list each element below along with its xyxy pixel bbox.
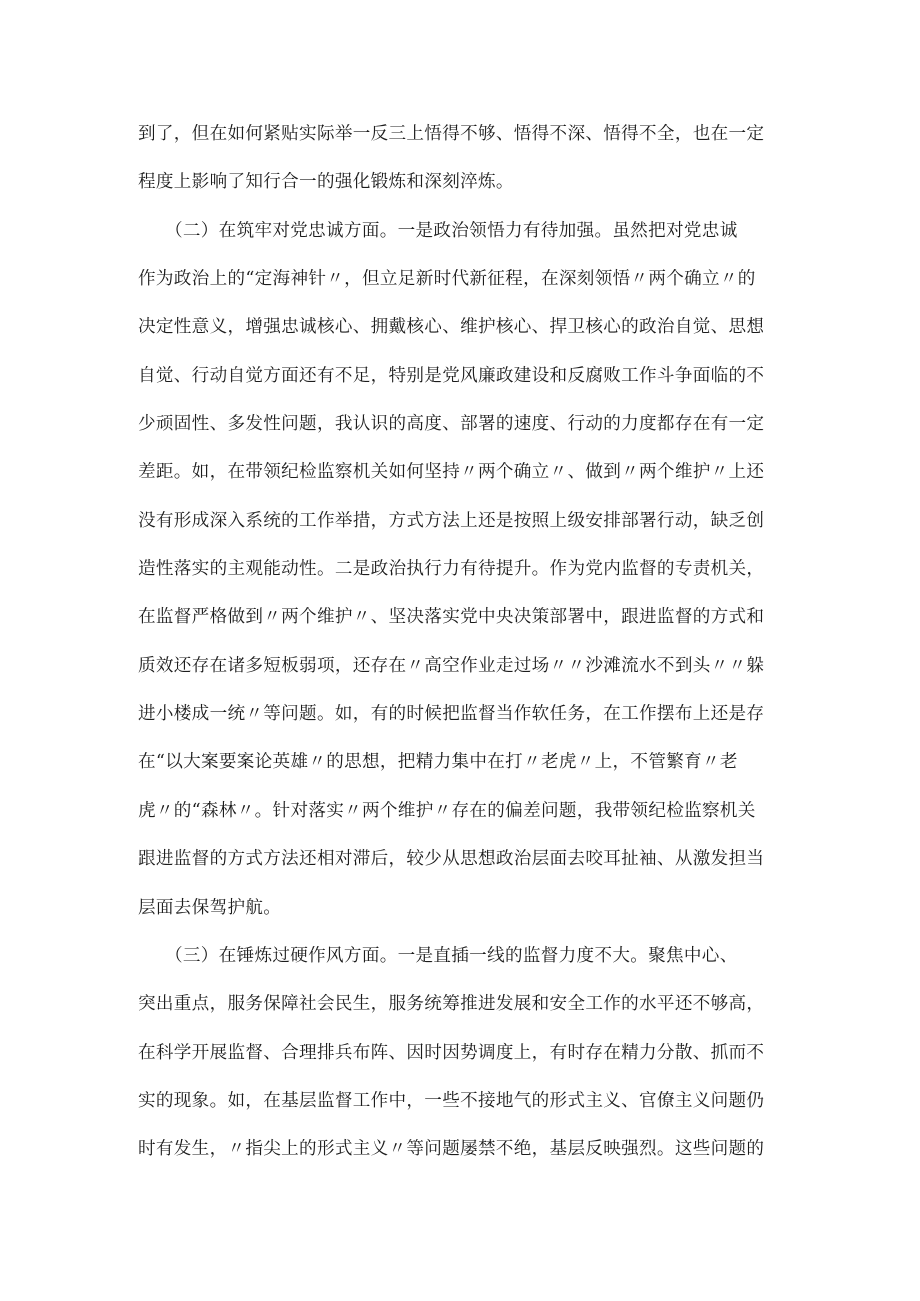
- text-line: 没有形成深入系统的工作举措，方式方法上还是按照上级安排部署行动，缺乏创: [138, 510, 765, 531]
- text-line: 跟进监督的方式方法还相对滞后，较少从思想政治层面去咬耳扯袖、从激发担当: [138, 849, 765, 870]
- text-line: 造性落实的主观能动性。二是政治执行力有待提升。作为党内监督的专责机关，: [138, 559, 765, 580]
- text-line: 差距。如，在带领纪检监察机关如何坚持〃两个确立〃、做到〃两个维护〃上还: [138, 462, 765, 483]
- text-line: 少顽固性、多发性问题，我认识的高度、部署的速度、行动的力度都存在有一定: [138, 414, 765, 435]
- text-line: 程度上影响了知行合一的强化锻炼和深刻淬炼。: [138, 172, 514, 193]
- text-line: 作为政治上的“定海神针〃，但立足新时代新征程，在深刻领悟〃两个确立〃的: [138, 269, 756, 290]
- document-body: [138, 110, 798, 1174]
- text-line: （三）在锤炼过硬作风方面。一是直插一线的监督力度不大。聚焦中心、: [138, 945, 738, 966]
- text-line: 进小楼成一统〃等问题。如，有的时候把监督当作软任务，在工作摆布上还是存: [138, 704, 765, 725]
- text-line: 层面去保驾护航。: [138, 897, 282, 918]
- text-line: 虎〃的“森林〃。针对落实〃两个维护〃存在的偏差问题，我带领纪检监察机关: [138, 800, 756, 821]
- text-line: 在科学开展监督、合理排兵布阵、因时因势调度上，有时存在精力分散、抓而不: [138, 1042, 765, 1063]
- text-line: 时有发生，〃指尖上的形式主义〃等问题屡禁不绝，基层反映强烈。这些问题的: [138, 1139, 765, 1160]
- text-line: 突出重点，服务保障社会民生，服务统筹推进发展和安全工作的水平还不够高，: [138, 994, 765, 1015]
- text-line: 到了，但在如何紧贴实际举一反三上悟得不够、悟得不深、悟得不全，也在一定: [138, 124, 765, 144]
- text-line: 实的现象。如，在基层监督工作中，一些不接地气的形式主义、官僚主义问题仍: [138, 1090, 765, 1111]
- text-line: 决定性意义，增强忠诚核心、拥戴核心、维护核心、捍卫核心的政治自觉、思想: [138, 317, 765, 338]
- text-line: 自觉、行动自觉方面还有不足，特别是党风廉政建设和反腐败工作斗争面临的不: [138, 365, 765, 386]
- text-line: 在“以大案要案论英雄〃的思想，把精力集中在打〃老虎〃上，不管繁育〃老: [138, 752, 738, 773]
- text-line: 在监督严格做到〃两个维护〃、坚决落实党中央决策部署中，跟进监督的方式和: [138, 607, 765, 628]
- text-line: 质效还存在诸多短板弱项，还存在〃高空作业走过场〃〃沙滩流水不到头〃〃躲: [138, 655, 765, 676]
- text-line: （二）在筑牢对党忠诚方面。一是政治领悟力有待加强。虽然把对党忠诚: [138, 220, 738, 241]
